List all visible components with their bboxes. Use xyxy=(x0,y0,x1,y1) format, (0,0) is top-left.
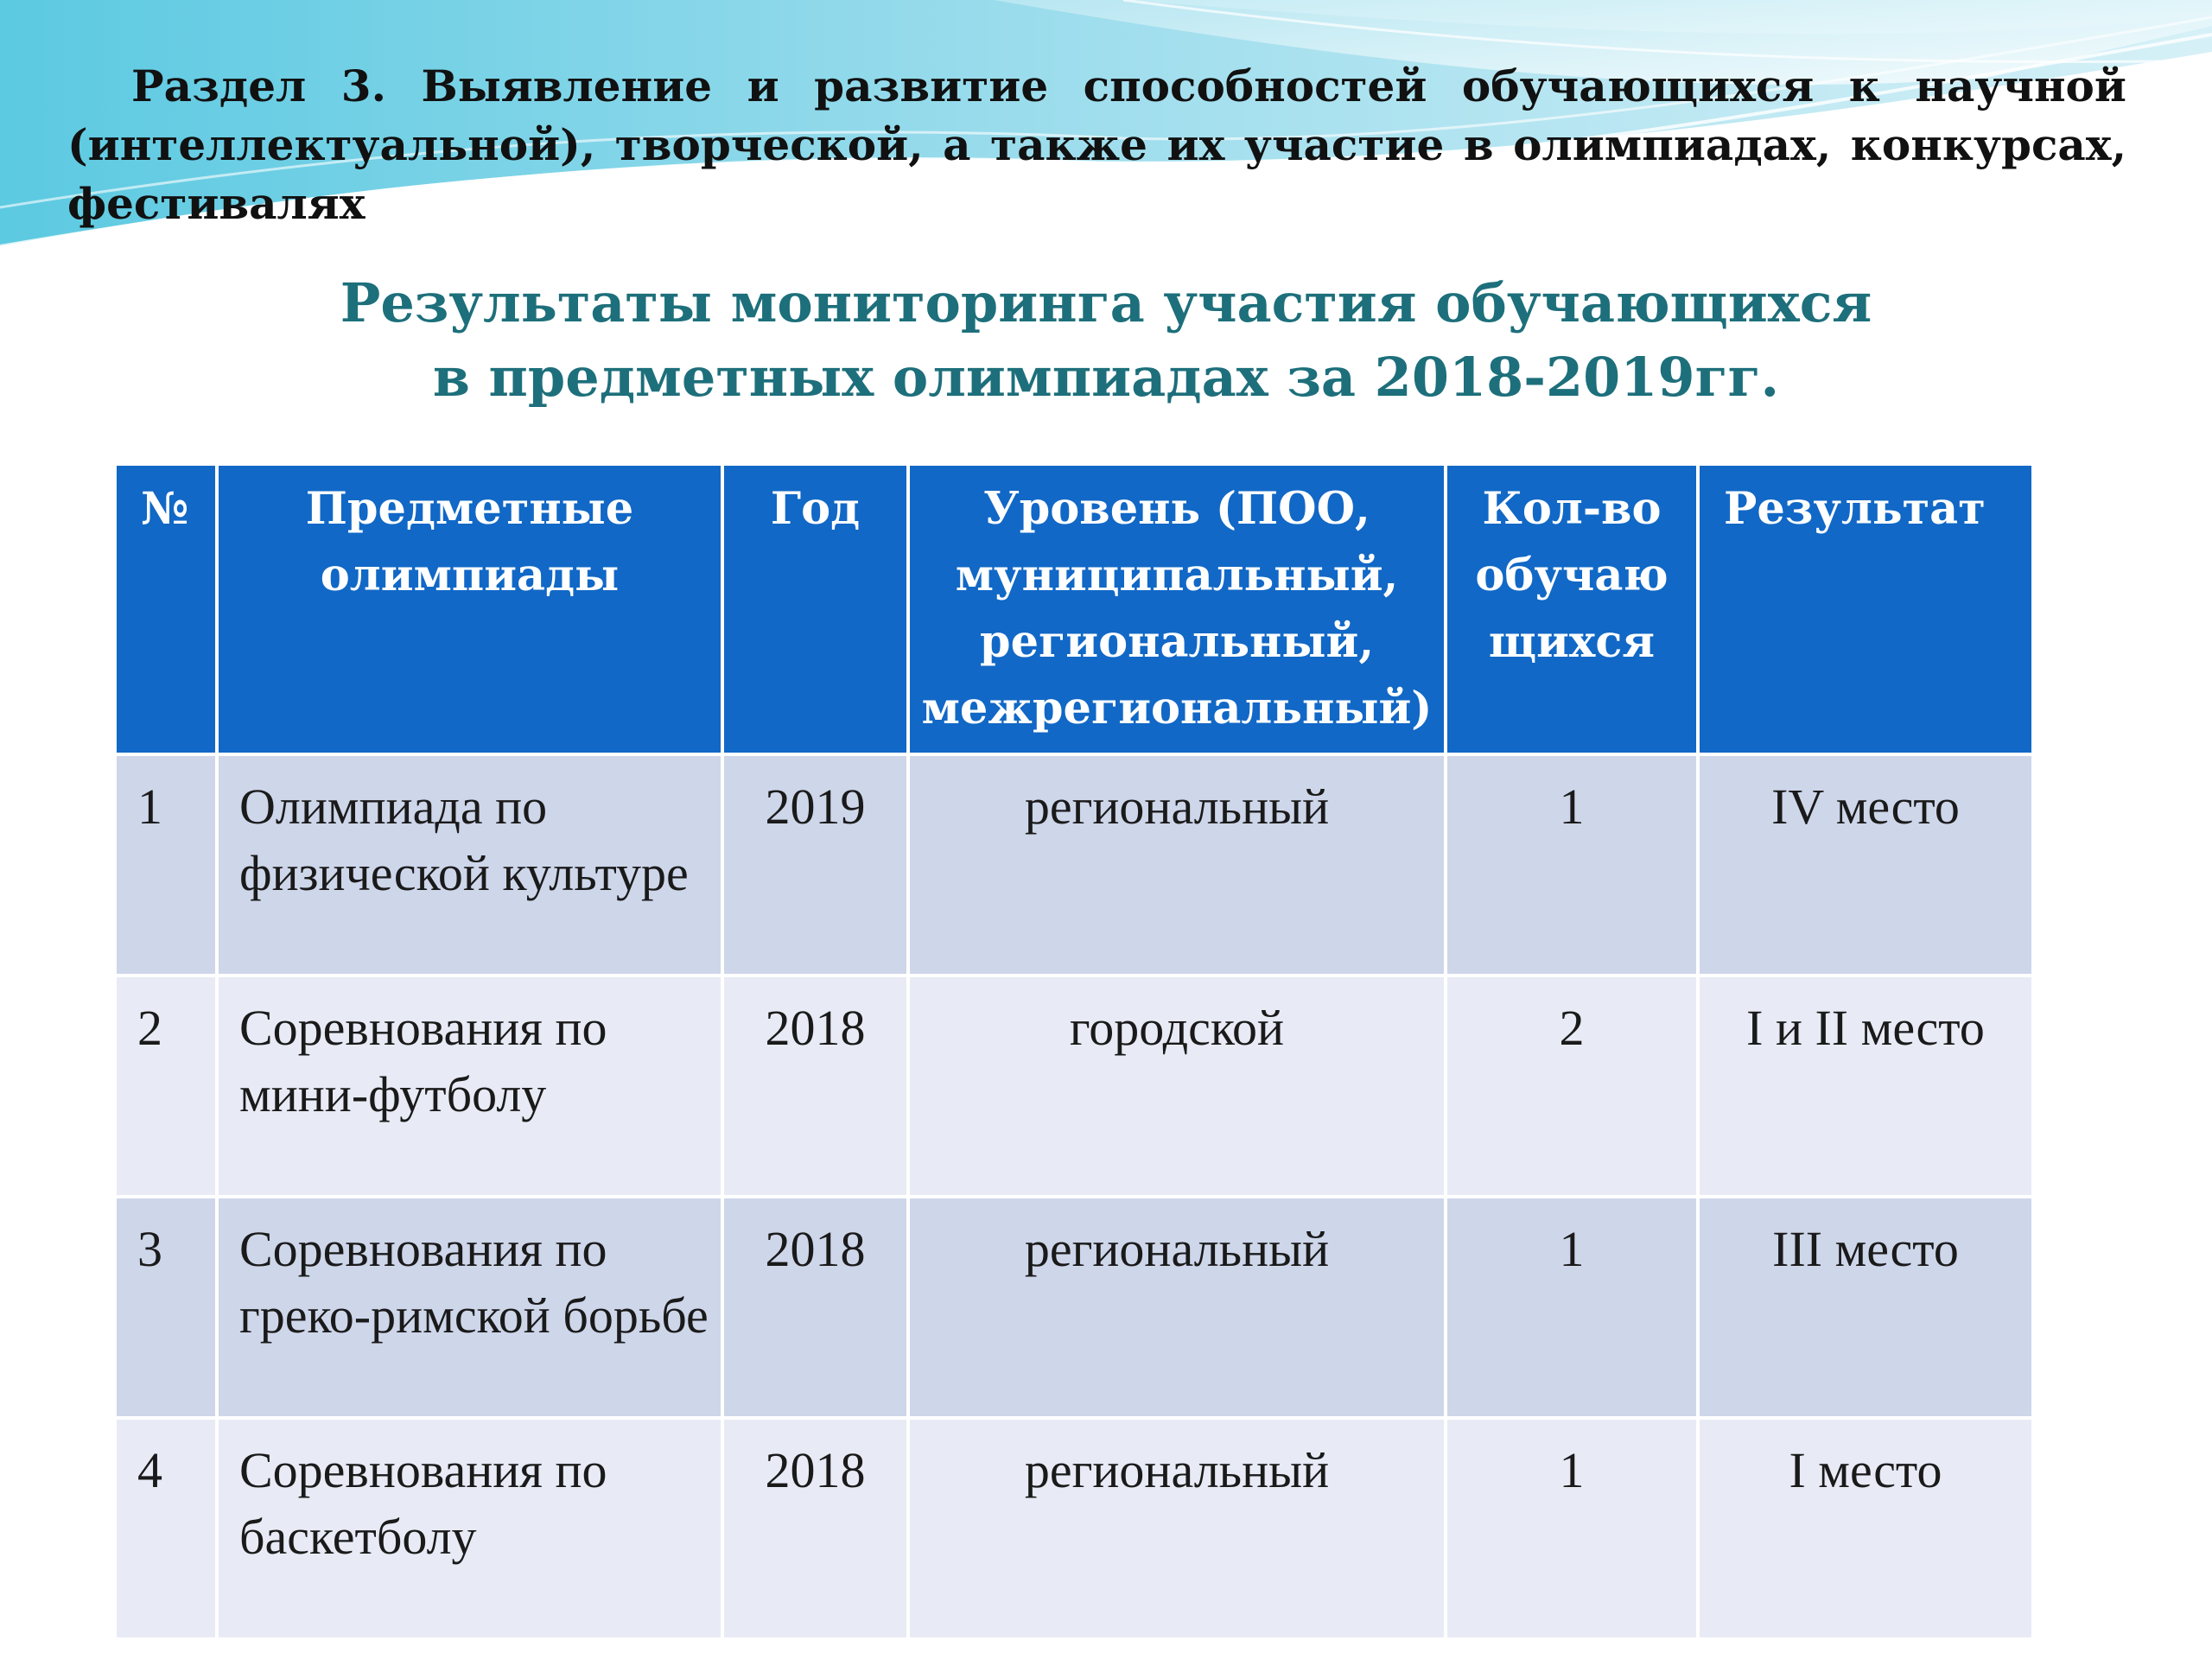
slide-title xyxy=(199,266,2013,415)
cell-level: региональный xyxy=(908,1197,1446,1418)
table-row xyxy=(115,1197,2033,1418)
cell-olympiad: Соревнования по баскетболу xyxy=(217,1418,722,1639)
cell-level: городской xyxy=(908,976,1446,1197)
cell-level: региональный xyxy=(908,1418,1446,1639)
slide-title-line-2: в предметных олимпиадах за 2018-2019гг. xyxy=(432,346,1780,409)
header-level: Уровень (ПОО, муниципальный, региональный, межрегиональный) xyxy=(908,464,1446,754)
cell-year: 2018 xyxy=(722,976,908,1197)
cell-level: региональный xyxy=(908,754,1446,976)
cell-result: I место xyxy=(1698,1418,2033,1639)
header-result: Результат xyxy=(1698,464,2033,754)
cell-count: 1 xyxy=(1446,1418,1698,1639)
cell-count: 1 xyxy=(1446,1197,1698,1418)
table-row xyxy=(115,1418,2033,1639)
cell-year: 2018 xyxy=(722,1197,908,1418)
cell-num: 3 xyxy=(115,1197,217,1418)
header-year: Год xyxy=(722,464,908,754)
cell-count: 2 xyxy=(1446,976,1698,1197)
slide-title-line-1: Результаты мониторинга участия обучающихся xyxy=(340,271,1872,334)
cell-result: IV место xyxy=(1698,754,2033,976)
cell-count: 1 xyxy=(1446,754,1698,976)
cell-num: 1 xyxy=(115,754,217,976)
header-olympiad: Предметные олимпиады xyxy=(217,464,722,754)
cell-result: I и II место xyxy=(1698,976,2033,1197)
header-num: № xyxy=(115,464,217,754)
results-table xyxy=(113,462,2035,1641)
cell-olympiad: Олимпиада по физической культуре xyxy=(217,754,722,976)
section-heading: Раздел 3. Выявление и развитие способностей обучающихся к научной (интеллектуальной), творческой, а также их участие в олимпиадах, конкурсах, фестивалях xyxy=(67,60,2126,229)
cell-year: 2018 xyxy=(722,1418,908,1639)
cell-num: 4 xyxy=(115,1418,217,1639)
cell-result: III место xyxy=(1698,1197,2033,1418)
cell-olympiad: Соревнования по мини-футболу xyxy=(217,976,722,1197)
cell-year: 2019 xyxy=(722,754,908,976)
cell-num: 2 xyxy=(115,976,217,1197)
header-count: Кол-во обучаю щихся xyxy=(1446,464,1698,754)
table-header-row xyxy=(115,464,2033,754)
cell-olympiad: Соревнования по греко-римской борьбе xyxy=(217,1197,722,1418)
table-row xyxy=(115,976,2033,1197)
table-row xyxy=(115,754,2033,976)
